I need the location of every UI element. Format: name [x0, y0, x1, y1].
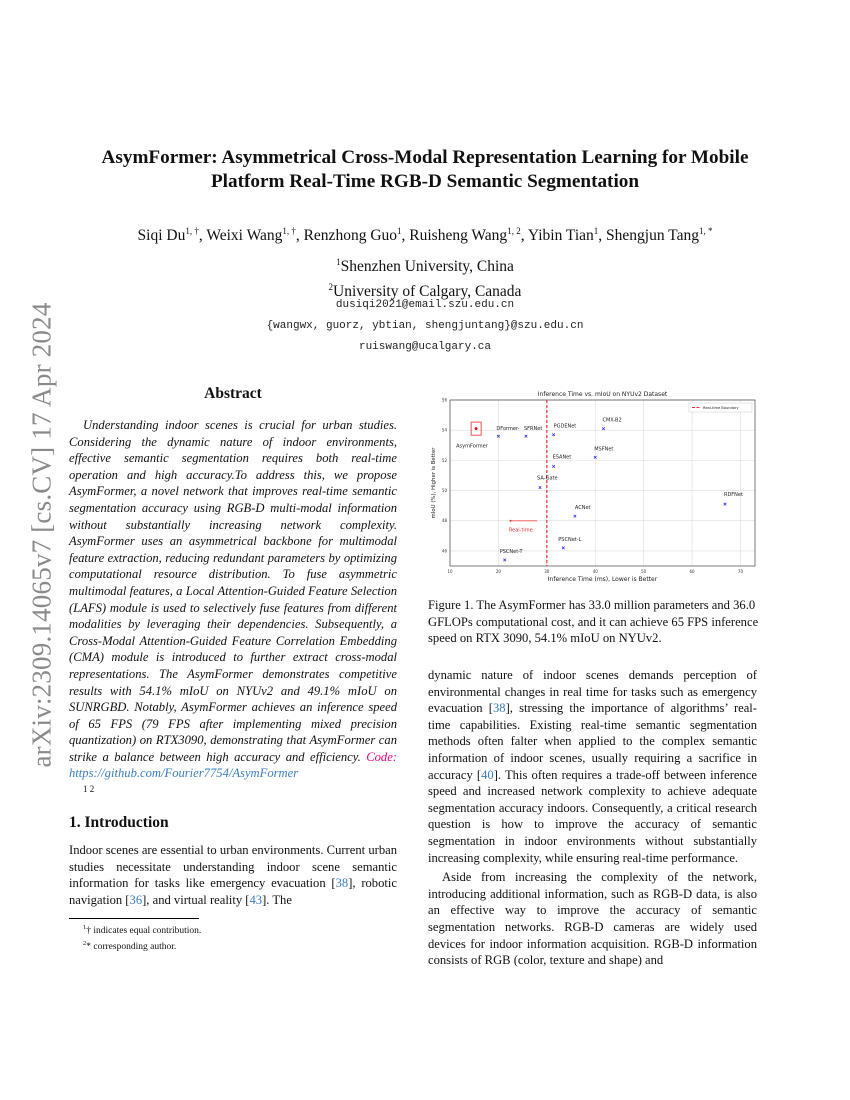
intro-heading: 1. Introduction [69, 814, 169, 832]
footnote-1 [83, 922, 397, 937]
data-point [574, 515, 577, 518]
author: Siqi $Du^{1, \dagger}$ [137, 226, 199, 245]
email-1[interactable]: dusiqi2021@email.szu.edu.cn [335, 299, 515, 311]
x-axis-label: Inference Time (ms), Lower is Better [547, 576, 658, 583]
citation-link[interactable]: 43 [249, 892, 263, 907]
text: ], robotic navigation [ [69, 876, 397, 907]
arxiv-stamp-text: arXiv:2309.14065v7 [cs.CV] 17 Apr 2024 [26, 302, 57, 768]
footnote-sup: 2 [83, 939, 87, 947]
scatter-plot [425, 386, 760, 586]
author-affiliation-sup: 1, * [698, 226, 713, 236]
point-label: ESANet [552, 454, 572, 461]
author: Weixi Wang$^{1, \dagger}$ [206, 226, 296, 245]
footnote-sup: 1 [83, 924, 87, 932]
footnote-text: * corresponding author. [86, 941, 177, 952]
author-affiliation-sup: 1 [593, 226, 599, 236]
legend-label: Real-time Boundary [703, 406, 739, 410]
x-tick-label: 10 [447, 569, 453, 574]
affiliation-name: University of Calgary, Canada [333, 283, 522, 301]
y-axis-label: mIoU (%), Higher is Better [431, 447, 437, 519]
point-label: MSFNet [594, 446, 614, 453]
text: Indoor scenes are essential to urban environments. Current urban studies necessitate understanding indoor scene semantic information for tasks like emergency evacuation [ [69, 843, 397, 891]
data-point [552, 433, 555, 436]
point-label: RDFNet [723, 492, 743, 499]
x-tick-label: 60 [689, 569, 695, 574]
citation-link[interactable]: 40 [481, 767, 494, 782]
arxiv-stamp [22, 290, 62, 780]
x-tick-label: 40 [592, 569, 598, 574]
left-column [69, 385, 397, 953]
author: Yibin Tian$^1$ [527, 226, 599, 245]
author-list: Siqi $Du^{1, \dagger}$, Weixi Wang$^{1, \dagger}$, Renzhong Guo$^1$, Ruisheng Wang$^{1, 2}$, Yibin Tian$^1$, Shengjun Tang$^{1, *}$ [137, 226, 713, 245]
x-tick-label: 70 [737, 569, 744, 574]
abstract-text: Understanding indoor scenes is crucial for urban studies. Considering the dynamic nature of indoor environments, effective semantic segmentation requires both real-time operation and high accuracy.To address this, we propose AsymFormer, a novel network that improves real-time semantic segmentation accuracy using RGB-D multi-modal information without substantially increasing network complexity. AsymFormer uses an asymmetrical backbone for multimodal feature extraction, reducing redundant parameters by optimizing computational resource distribution. To fuse asymmetric multimodal features, a Local Attention-Guided Feature Selection (LAFS) module is used to selectively fuse features from different modalities by leveraging their dependencies. Subsequently, a Cross-Modal Attention-Guided Feature Correlation Embedding (CMA) module is introduced to further extract cross-modal representations. The AsymFormer demonstrates competitive results with 54.1% mIoU on NYUv2 and 49.1% mIoU on SUNRGBD. Notably, AsymFormer achieves an inference speed of 65 FPS (79 FPS after implementing mixed precision quantization) on RTX3090, demonstrating that AsymFormer can strike a balance between high accuracy and efficiency. [69, 418, 397, 764]
author-affiliation-sup: 1 [397, 226, 402, 236]
title-line-1: AsymFormer: Asymmetrical Cross-Modal Representation Learning for Mobile [101, 147, 749, 168]
code-link[interactable]: https://github.com/Fourier7754/AsymFormer [69, 766, 299, 781]
plot-frame [450, 400, 755, 566]
data-point [602, 427, 605, 430]
point-label: SA-Gate [537, 475, 558, 482]
point-label: PSCNet-T [499, 548, 523, 555]
abstract-body [69, 417, 397, 782]
citation-link[interactable]: 38 [335, 876, 349, 891]
y-tick-label: 46 [441, 548, 447, 554]
intro-paragraph [69, 842, 397, 908]
author-affiliation-sup: 1, 2 [507, 226, 521, 236]
text: ], stressing the importance of algorithms’ real-time capabilities. Existing real-time semantic segmentation methods often falter when applied to the complex semantic information of indoor scenes, usually requiring a sacrifice in accuracy [ [428, 701, 758, 782]
affiliation-name: Shenzhen University, China [340, 258, 514, 276]
affiliation-sup: 1 [336, 257, 341, 267]
intro-paragraph-2: Aside from increasing the complexity of the network, introducing additional information, such as RGB-D data, is also an effective way to improve the accuracy of semantic segmentation networks. RGB-D cameras are widely used devices for indoor information acquisition. RGB-D information consists of RGB (color, texture and shape) and [428, 870, 757, 968]
figure-1-chart [425, 386, 760, 586]
text: ]. The [262, 892, 292, 907]
text: ]. This often requires a trade-off between inference speed and increased network complexity to achieve adequate segmentation accuracy indoors. Consequently, a critical research question is how to improve the accuracy of semantic segmentation in indoor environments without substantially increasing complexity, while ensuring real-time performance. [428, 767, 757, 865]
email-3[interactable]: ruiswang@ucalgary.ca [358, 341, 492, 353]
footnote-marks: 1 2 [83, 784, 95, 795]
affiliation-1 [60, 252, 790, 277]
paper-title [60, 146, 790, 194]
point-label: AsymFormer [456, 443, 488, 450]
annotation-label: Real-time [508, 527, 533, 534]
point-label: SFRNet [524, 426, 543, 433]
text: dynamic nature of indoor scenes demands perception of environmental changes in real time for tasks such as emergency evacuation [ [428, 668, 757, 716]
data-point [539, 486, 542, 489]
abstract-heading: Abstract [204, 385, 262, 402]
code-label: Code: [366, 749, 397, 764]
author: Renzhong Guo$^1$ [303, 226, 402, 245]
data-point [525, 435, 528, 438]
data-point [552, 465, 555, 468]
y-tick-label: 50 [441, 488, 447, 494]
point-label: PSCNet-L [558, 536, 582, 543]
title-line-2: Platform Real-Time RGB-D Semantic Segmentation [210, 171, 640, 192]
footnote-2 [83, 938, 397, 953]
chart-title: Inference Time vs. mIoU on NYUv2 Dataset [537, 391, 668, 398]
citation-link[interactable]: 36 [129, 892, 143, 907]
x-tick-label: 50 [641, 569, 647, 574]
email-2[interactable]: {wangwx, guorz, ybtian, shengjuntang}@szu.edu.cn [266, 320, 584, 332]
y-tick-label: 56 [441, 397, 447, 403]
point-label: DFormer- [496, 426, 520, 433]
data-point [562, 547, 565, 550]
arrow-head [510, 520, 512, 522]
author: Ruisheng Wang$^{1, 2}$ [409, 226, 521, 245]
x-tick-label: 20 [495, 569, 501, 574]
data-point [503, 559, 506, 562]
author-affiliation-sup: 1, † [282, 226, 296, 236]
footnote-divider [69, 918, 199, 919]
point-label: ACNet [574, 505, 591, 512]
text: ], and virtual reality [ [142, 892, 250, 907]
point-label: PGDENet [553, 423, 577, 430]
y-tick-label: 52 [441, 457, 447, 463]
author: Shengjun Tang$^{1, *}$ [606, 226, 713, 245]
author-emails [60, 295, 790, 358]
right-column [428, 667, 757, 969]
data-point [475, 427, 478, 430]
author-affiliation-sup: 1, † [185, 226, 199, 236]
point-label: CMX-B2 [602, 417, 622, 424]
affiliation-sup: 2 [328, 282, 334, 293]
footnote-text: † indicates equal contribution. [86, 926, 202, 937]
figure-1-caption: Figure 1. The AsymFormer has 33.0 million parameters and 36.0 GFLOPs computational cost, and it can achieve 65 FPS inference speed on RTX 3090, 54.1% mIoU on NYUv2. [428, 598, 759, 646]
x-tick-label: 30 [544, 569, 550, 574]
y-tick-label: 48 [441, 518, 447, 524]
y-tick-label: 54 [441, 427, 447, 433]
citation-link[interactable]: 38 [492, 701, 506, 716]
intro-paragraph-cont [428, 667, 757, 866]
data-point [724, 503, 727, 506]
